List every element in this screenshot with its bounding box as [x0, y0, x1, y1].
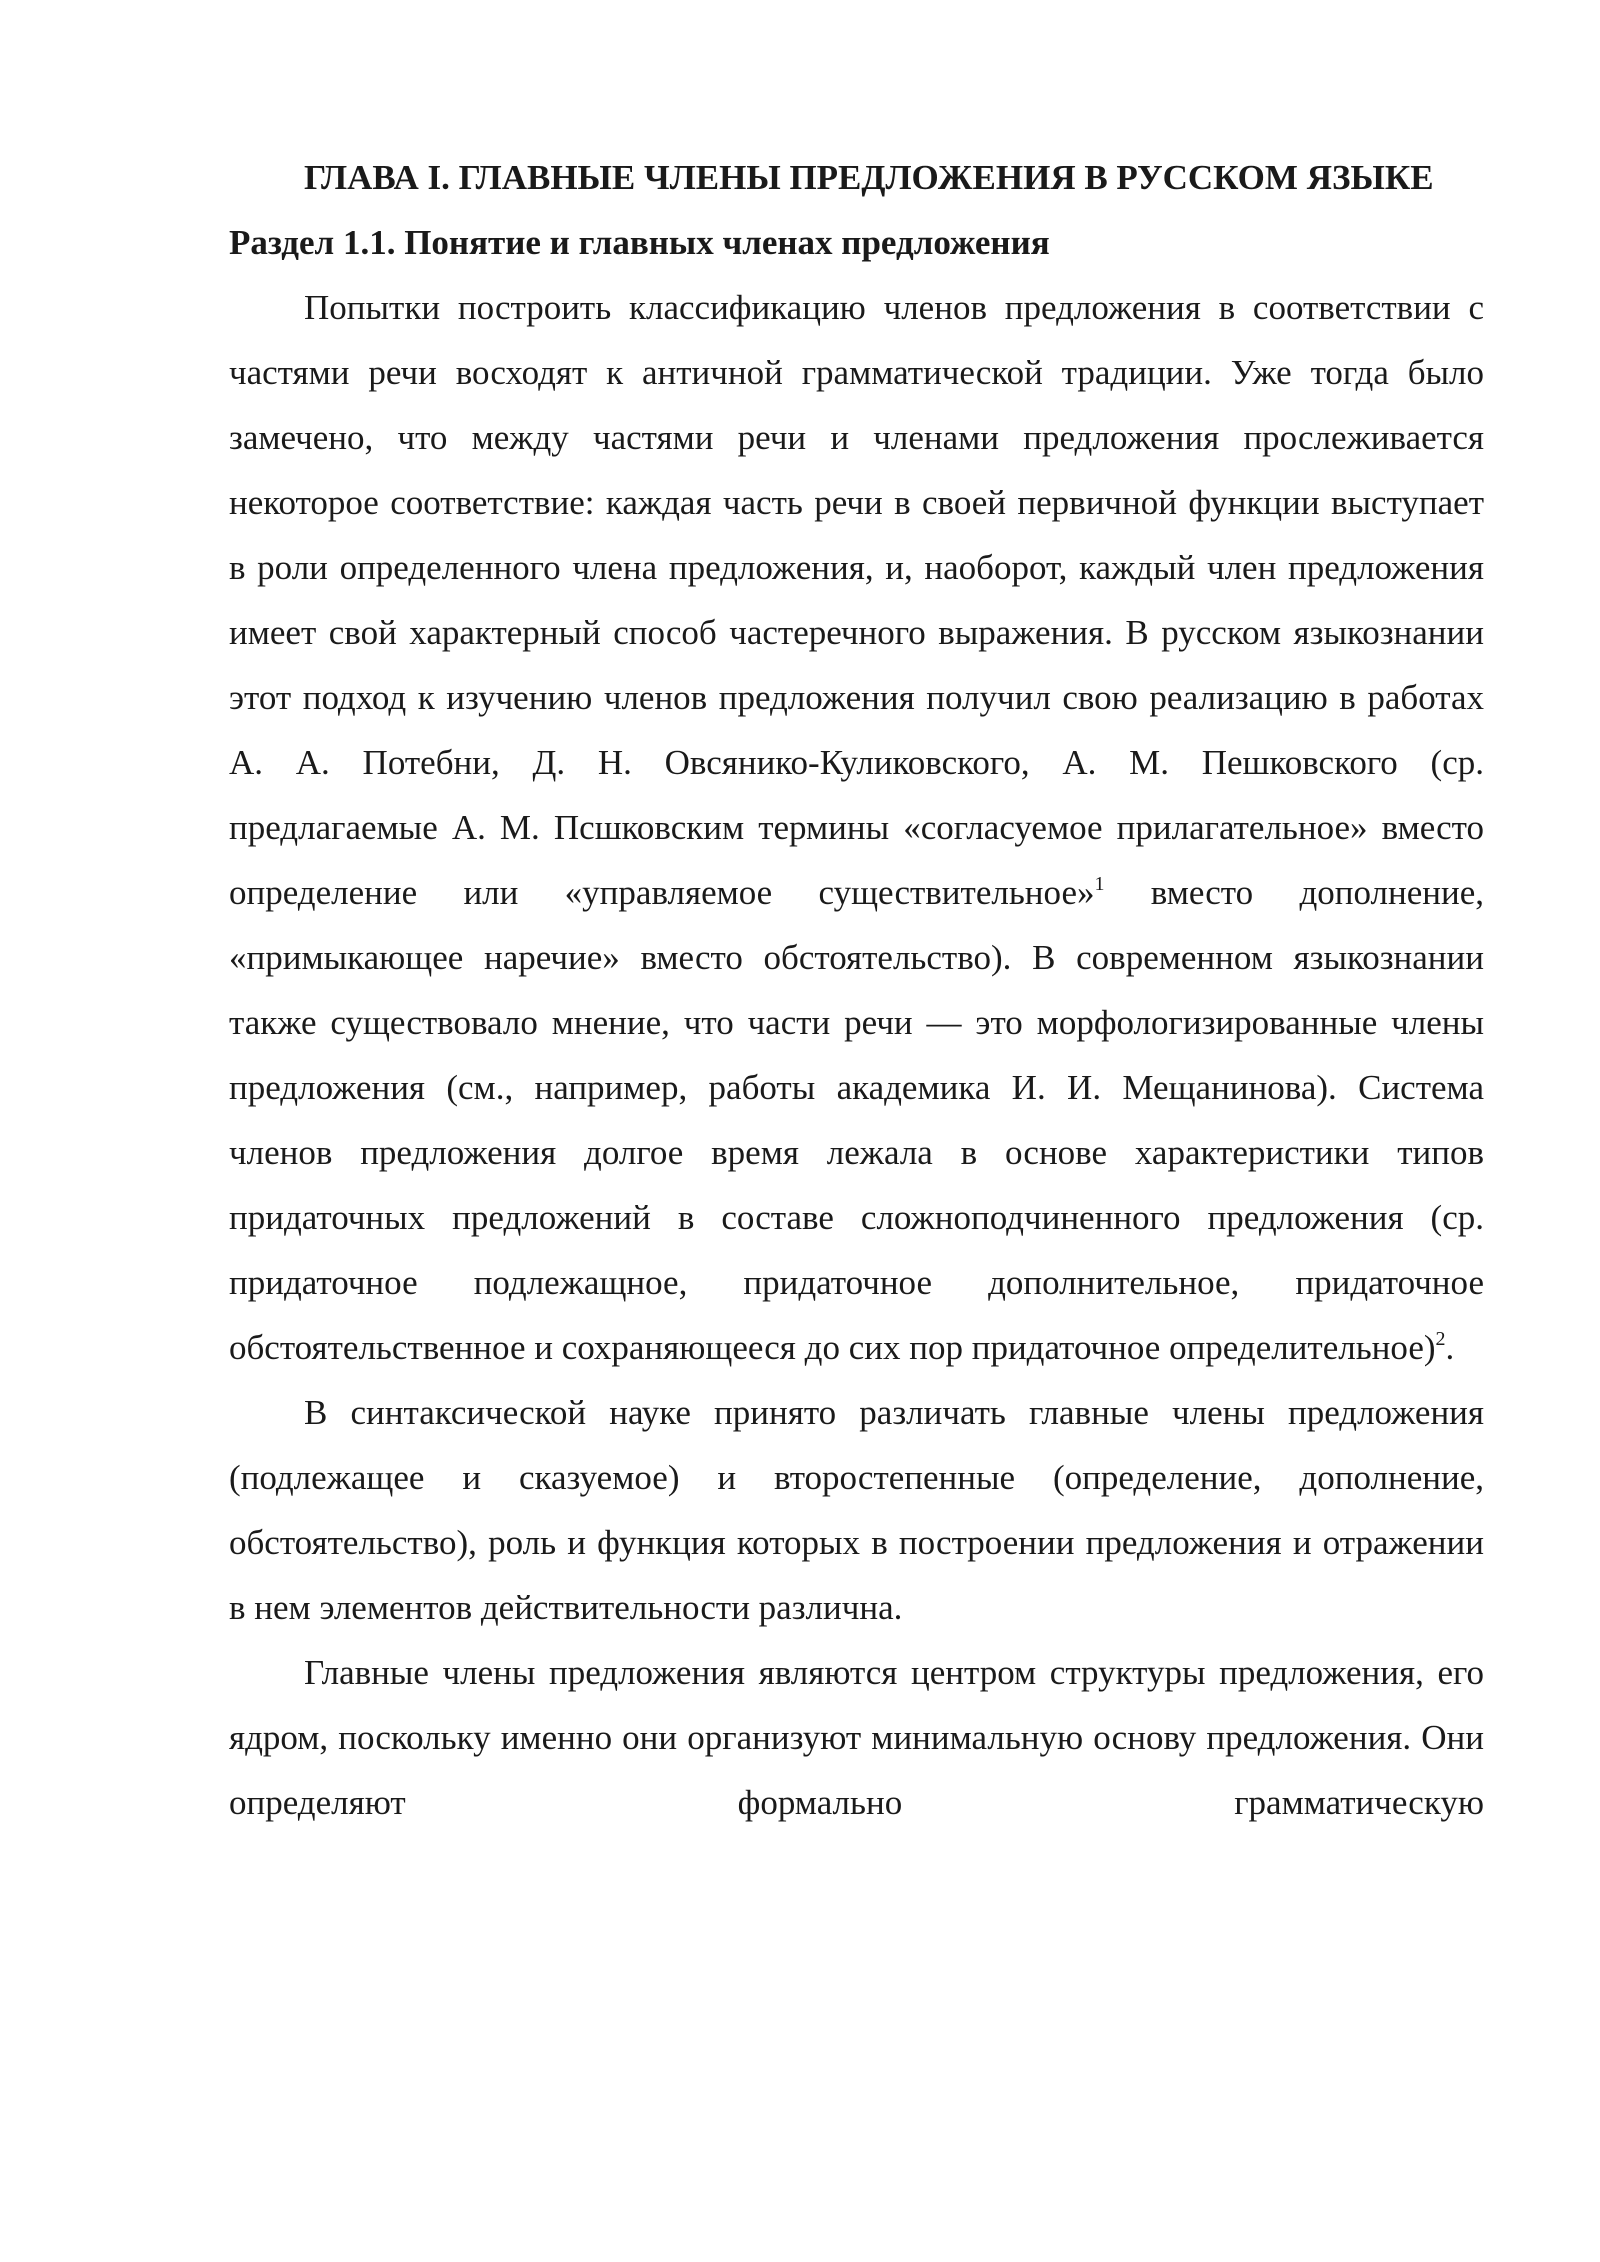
paragraph-1-text-b: вместо дополнение, «примыкающее наречие» вместо обстоятельство). В современном языкознании также существовало мнение, что части речи — это морфологизированные члены предложения (см., например, работы академика И. И. Мещанинова). Система членов предложения долгое время лежала в основе характеристики типов придаточных предложений в составе сложноподчиненного предложения (ср. придаточное подлежащное, придаточное дополнительное, придаточное обстоятельственное и сохраняющееся до сих пор придаточное определительное): [229, 873, 1484, 1367]
paragraph-classification-history: [229, 275, 1484, 1380]
document-body: [229, 145, 1484, 1835]
chapter-title: ГЛАВА I. ГЛАВНЫЕ ЧЛЕНЫ ПРЕДЛОЖЕНИЯ В РУССКОМ ЯЗЫКЕ: [304, 158, 1434, 197]
paragraph-1-text-c: .: [1445, 1328, 1455, 1367]
section-title: Раздел 1.1. Понятие и главных членах предложения: [229, 223, 1050, 262]
paragraph-main-members-core: Главные члены предложения являются центром структуры предложения, его ядром, поскольку именно они организуют минимальную основу предложения. Они определяют формально грамматическую: [229, 1653, 1484, 1822]
paragraph-1-text-a: Попытки построить классификацию членов предложения в соответствии с частями речи восходят к античной грамматической традиции. Уже тогда было замечено, что между частями речи и членами предложения прослеживается некоторое соответствие: каждая часть речи в своей первичной функции выступает в роли определенного члена предложения, и, наоборот, каждый член предложения имеет свой характерный способ частеречного выражения. В русском языкознании этот подход к изучению членов предложения получил свою реализацию в работах А. А. Потебни, Д. Н. Овсянико-Куликовского, А. М. Пешковского (ср. предлагаемые А. М. Псшковским термины «согласуемое прилагательное» вместо определение или «управляемое существительное»: [229, 288, 1484, 912]
footnote-ref-2[interactable]: 2: [1435, 1328, 1446, 1350]
paragraph-main-and-secondary-members: В синтаксической науке принято различать главные члены предложения (подлежащее и сказуемое) и второстепенные (определение, дополнение, обстоятельство), роль и функция которых в построении предложения и отражении в нем элементов действительности различна.: [229, 1393, 1484, 1627]
footnote-ref-1[interactable]: 1: [1094, 873, 1105, 895]
